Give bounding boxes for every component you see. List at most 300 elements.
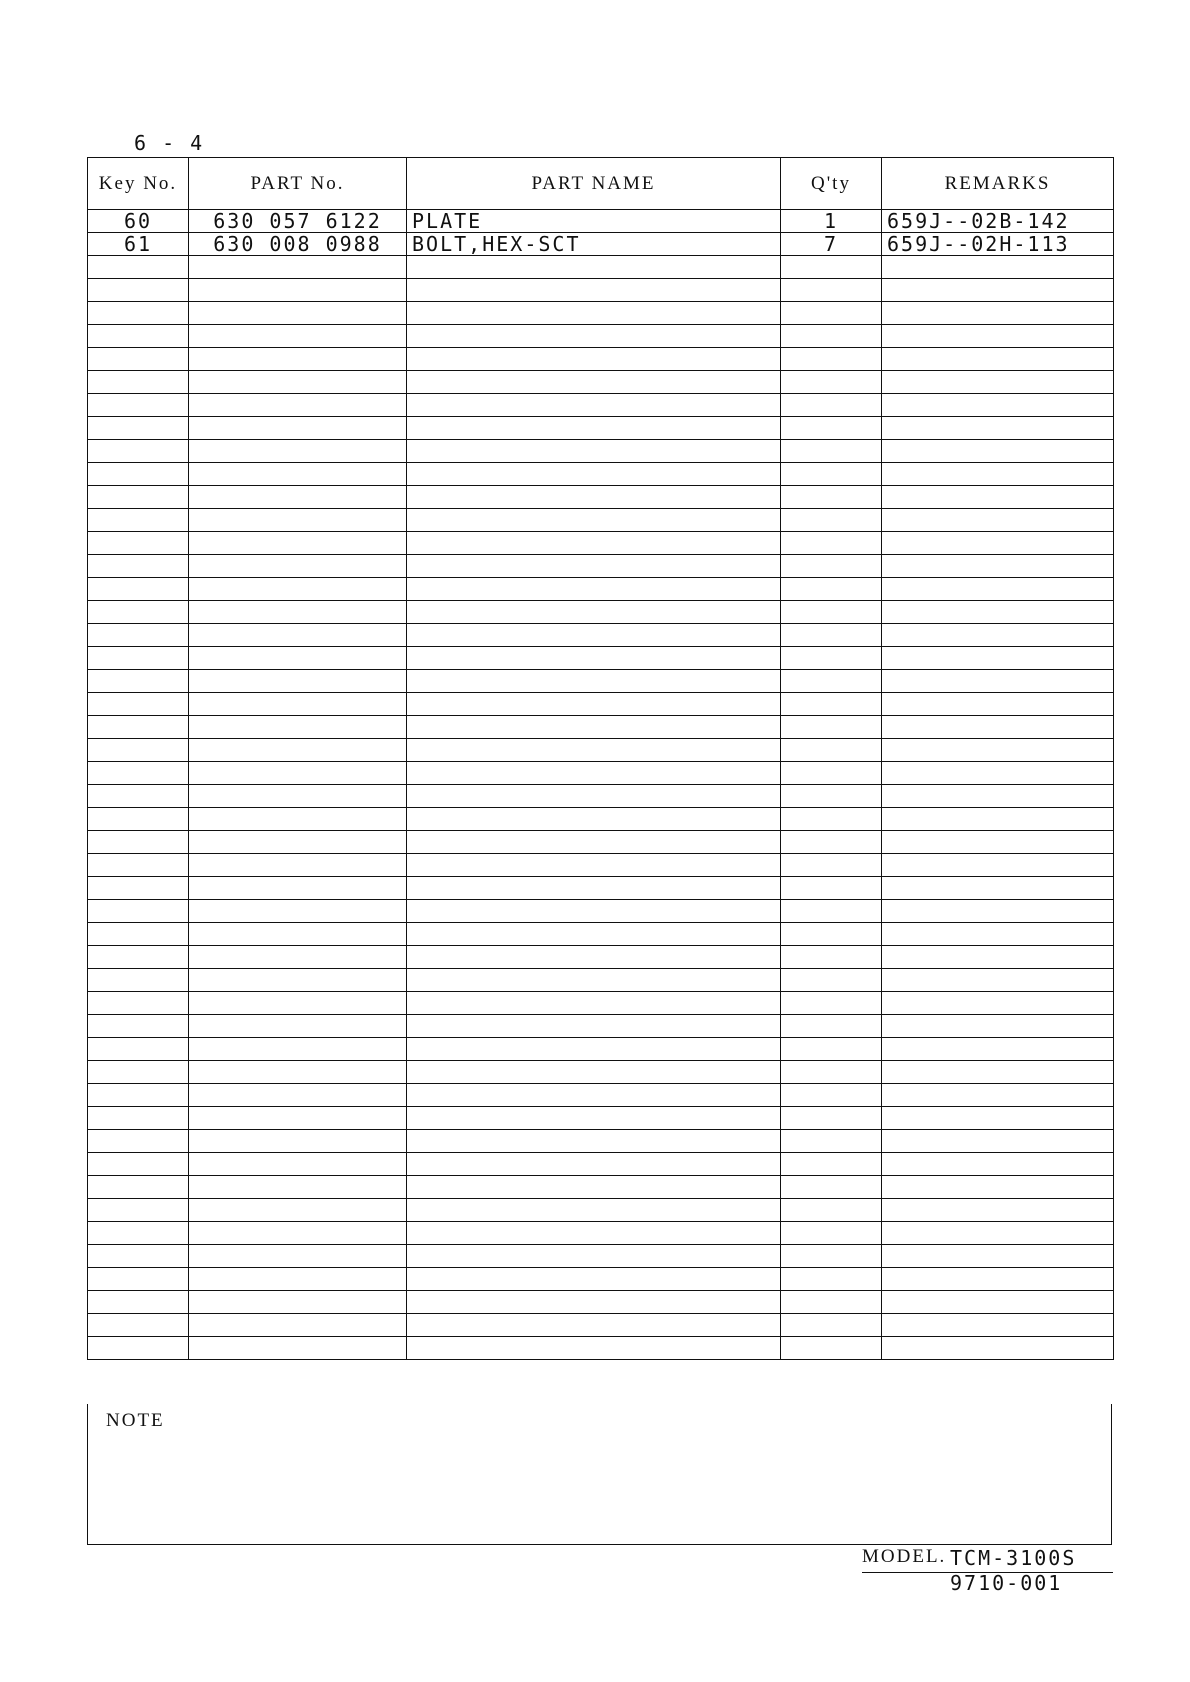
- empty-row: [88, 808, 1114, 831]
- model-label: MODEL.: [862, 1546, 947, 1567]
- cell-remarks: [882, 739, 1114, 762]
- page-id: 6 - 4: [134, 131, 205, 155]
- cell-part-no: [189, 1222, 407, 1245]
- cell-remarks: [882, 624, 1114, 647]
- cell-part-name: [407, 302, 781, 325]
- cell-part-no: [189, 923, 407, 946]
- cell-key-no: [88, 647, 189, 670]
- cell-part-name: [407, 440, 781, 463]
- cell-part-no: [189, 256, 407, 279]
- empty-row: [88, 900, 1114, 923]
- cell-part-no: [189, 1245, 407, 1268]
- cell-qty: [781, 1337, 882, 1360]
- empty-row: [88, 1176, 1114, 1199]
- empty-row: [88, 1038, 1114, 1061]
- cell-key-no: [88, 394, 189, 417]
- cell-part-name: [407, 1314, 781, 1337]
- cell-key-no: 60: [88, 210, 189, 233]
- cell-part-no: [189, 1107, 407, 1130]
- cell-key-no: [88, 1130, 189, 1153]
- cell-part-name: [407, 1268, 781, 1291]
- cell-remarks: [882, 785, 1114, 808]
- cell-key-no: [88, 440, 189, 463]
- cell-qty: [781, 877, 882, 900]
- cell-qty: [781, 325, 882, 348]
- cell-part-name: BOLT,HEX-SCT: [407, 233, 781, 256]
- cell-part-name: [407, 1084, 781, 1107]
- cell-qty: [781, 762, 882, 785]
- cell-qty: 1: [781, 210, 882, 233]
- cell-part-name: [407, 693, 781, 716]
- cell-remarks: [882, 854, 1114, 877]
- empty-row: [88, 486, 1114, 509]
- cell-part-no: [189, 417, 407, 440]
- cell-remarks: [882, 1337, 1114, 1360]
- cell-part-no: [189, 1038, 407, 1061]
- empty-row: [88, 1015, 1114, 1038]
- empty-row: [88, 1268, 1114, 1291]
- empty-row: [88, 739, 1114, 762]
- empty-row: [88, 785, 1114, 808]
- cell-part-name: [407, 371, 781, 394]
- empty-row: [88, 325, 1114, 348]
- cell-part-name: [407, 900, 781, 923]
- cell-part-no: [189, 532, 407, 555]
- cell-qty: [781, 1084, 882, 1107]
- cell-remarks: [882, 877, 1114, 900]
- empty-row: [88, 854, 1114, 877]
- cell-key-no: [88, 371, 189, 394]
- cell-remarks: [882, 578, 1114, 601]
- cell-part-no: [189, 325, 407, 348]
- cell-key-no: [88, 808, 189, 831]
- cell-key-no: [88, 900, 189, 923]
- empty-row: [88, 348, 1114, 371]
- cell-part-name: [407, 1038, 781, 1061]
- empty-row: [88, 670, 1114, 693]
- cell-remarks: [882, 486, 1114, 509]
- cell-part-name: [407, 463, 781, 486]
- empty-row: [88, 1245, 1114, 1268]
- cell-part-no: [189, 1291, 407, 1314]
- cell-part-name: [407, 1176, 781, 1199]
- cell-qty: [781, 1314, 882, 1337]
- empty-row: [88, 969, 1114, 992]
- cell-part-name: [407, 1130, 781, 1153]
- cell-part-no: [189, 578, 407, 601]
- cell-qty: [781, 831, 882, 854]
- cell-qty: [781, 854, 882, 877]
- cell-part-name: [407, 762, 781, 785]
- cell-part-no: 630 057 6122: [189, 210, 407, 233]
- cell-part-no: [189, 808, 407, 831]
- cell-qty: [781, 1268, 882, 1291]
- cell-part-name: [407, 1199, 781, 1222]
- cell-qty: [781, 670, 882, 693]
- cell-key-no: 61: [88, 233, 189, 256]
- cell-key-no: [88, 325, 189, 348]
- cell-qty: [781, 785, 882, 808]
- table-row: [88, 233, 1114, 256]
- cell-remarks: [882, 946, 1114, 969]
- cell-remarks: [882, 1199, 1114, 1222]
- cell-key-no: [88, 279, 189, 302]
- cell-qty: [781, 463, 882, 486]
- cell-part-no: [189, 1337, 407, 1360]
- cell-remarks: [882, 1107, 1114, 1130]
- cell-qty: [781, 808, 882, 831]
- cell-qty: [781, 923, 882, 946]
- cell-part-no: [189, 555, 407, 578]
- cell-remarks: [882, 371, 1114, 394]
- cell-part-no: 630 008 0988: [189, 233, 407, 256]
- cell-part-name: [407, 348, 781, 371]
- cell-qty: [781, 1245, 882, 1268]
- cell-key-no: [88, 969, 189, 992]
- cell-part-no: [189, 348, 407, 371]
- cell-key-no: [88, 1337, 189, 1360]
- cell-key-no: [88, 509, 189, 532]
- cell-qty: [781, 969, 882, 992]
- cell-qty: [781, 1222, 882, 1245]
- cell-qty: [781, 1107, 882, 1130]
- cell-remarks: [882, 279, 1114, 302]
- note-box: [87, 1404, 1112, 1545]
- cell-part-name: [407, 394, 781, 417]
- empty-row: [88, 440, 1114, 463]
- cell-qty: [781, 1061, 882, 1084]
- cell-part-no: [189, 1176, 407, 1199]
- cell-qty: [781, 417, 882, 440]
- cell-key-no: [88, 1245, 189, 1268]
- cell-qty: [781, 647, 882, 670]
- empty-row: [88, 624, 1114, 647]
- cell-part-no: [189, 279, 407, 302]
- cell-remarks: [882, 256, 1114, 279]
- cell-remarks: [882, 693, 1114, 716]
- cell-remarks: [882, 1245, 1114, 1268]
- cell-part-name: [407, 831, 781, 854]
- cell-key-no: [88, 785, 189, 808]
- empty-row: [88, 302, 1114, 325]
- empty-row: [88, 877, 1114, 900]
- cell-qty: [781, 1130, 882, 1153]
- table-header-row: [88, 158, 1114, 210]
- header-part-no: PART No.: [189, 158, 407, 210]
- empty-row: [88, 923, 1114, 946]
- cell-qty: [781, 1015, 882, 1038]
- empty-row: [88, 279, 1114, 302]
- cell-part-name: [407, 946, 781, 969]
- cell-key-no: [88, 1015, 189, 1038]
- cell-qty: [781, 440, 882, 463]
- cell-part-name: [407, 992, 781, 1015]
- cell-key-no: [88, 1153, 189, 1176]
- cell-part-no: [189, 463, 407, 486]
- empty-row: [88, 578, 1114, 601]
- empty-row: [88, 394, 1114, 417]
- cell-qty: [781, 578, 882, 601]
- cell-part-name: [407, 624, 781, 647]
- cell-part-name: [407, 670, 781, 693]
- empty-row: [88, 1084, 1114, 1107]
- cell-qty: [781, 302, 882, 325]
- cell-qty: [781, 371, 882, 394]
- cell-part-name: [407, 1222, 781, 1245]
- empty-row: [88, 1061, 1114, 1084]
- cell-remarks: [882, 670, 1114, 693]
- cell-remarks: [882, 1176, 1114, 1199]
- model-value: TCM-3100S: [950, 1546, 1077, 1570]
- cell-key-no: [88, 992, 189, 1015]
- cell-remarks: [882, 808, 1114, 831]
- cell-qty: [781, 900, 882, 923]
- cell-qty: [781, 532, 882, 555]
- cell-key-no: [88, 463, 189, 486]
- cell-remarks: [882, 1130, 1114, 1153]
- cell-part-no: [189, 946, 407, 969]
- empty-row: [88, 946, 1114, 969]
- cell-qty: [781, 716, 882, 739]
- empty-row: [88, 555, 1114, 578]
- empty-row: [88, 1222, 1114, 1245]
- empty-row: [88, 371, 1114, 394]
- cell-key-no: [88, 739, 189, 762]
- cell-part-name: [407, 601, 781, 624]
- cell-qty: [781, 394, 882, 417]
- cell-part-name: [407, 854, 781, 877]
- cell-qty: [781, 739, 882, 762]
- cell-remarks: [882, 302, 1114, 325]
- cell-remarks: [882, 417, 1114, 440]
- cell-remarks: [882, 1314, 1114, 1337]
- cell-key-no: [88, 670, 189, 693]
- cell-part-name: [407, 923, 781, 946]
- cell-part-no: [189, 1199, 407, 1222]
- cell-key-no: [88, 762, 189, 785]
- cell-qty: [781, 1199, 882, 1222]
- cell-remarks: 659J--02B-142: [882, 210, 1114, 233]
- cell-part-no: [189, 762, 407, 785]
- empty-row: [88, 256, 1114, 279]
- note-label: NOTE: [106, 1410, 165, 1431]
- cell-part-no: [189, 831, 407, 854]
- empty-row: [88, 1107, 1114, 1130]
- cell-qty: [781, 601, 882, 624]
- cell-key-no: [88, 1199, 189, 1222]
- parts-list-table: [87, 157, 1114, 1360]
- cell-remarks: [882, 325, 1114, 348]
- cell-part-no: [189, 739, 407, 762]
- empty-row: [88, 992, 1114, 1015]
- cell-remarks: [882, 394, 1114, 417]
- cell-part-no: [189, 1084, 407, 1107]
- cell-part-no: [189, 1153, 407, 1176]
- cell-key-no: [88, 946, 189, 969]
- cell-part-no: [189, 1130, 407, 1153]
- cell-key-no: [88, 624, 189, 647]
- cell-part-name: [407, 279, 781, 302]
- empty-row: [88, 1199, 1114, 1222]
- cell-qty: [781, 279, 882, 302]
- cell-remarks: [882, 762, 1114, 785]
- cell-qty: [781, 555, 882, 578]
- cell-remarks: [882, 1038, 1114, 1061]
- cell-key-no: [88, 1176, 189, 1199]
- model-line: [862, 1546, 1113, 1573]
- cell-remarks: 659J--02H-113: [882, 233, 1114, 256]
- cell-part-no: [189, 394, 407, 417]
- header-qty: Q'ty: [781, 158, 882, 210]
- cell-part-name: [407, 1061, 781, 1084]
- cell-remarks: [882, 1084, 1114, 1107]
- empty-row: [88, 762, 1114, 785]
- cell-remarks: [882, 992, 1114, 1015]
- cell-part-no: [189, 440, 407, 463]
- empty-row: [88, 831, 1114, 854]
- cell-part-name: [407, 256, 781, 279]
- empty-row: [88, 1314, 1114, 1337]
- cell-part-no: [189, 992, 407, 1015]
- cell-key-no: [88, 256, 189, 279]
- cell-part-name: [407, 969, 781, 992]
- cell-remarks: [882, 831, 1114, 854]
- cell-qty: 7: [781, 233, 882, 256]
- cell-remarks: [882, 969, 1114, 992]
- cell-key-no: [88, 578, 189, 601]
- cell-qty: [781, 1038, 882, 1061]
- empty-row: [88, 532, 1114, 555]
- cell-part-no: [189, 670, 407, 693]
- cell-part-name: [407, 739, 781, 762]
- cell-part-name: [407, 1291, 781, 1314]
- cell-part-name: [407, 578, 781, 601]
- cell-part-no: [189, 716, 407, 739]
- header-remarks: REMARKS: [882, 158, 1114, 210]
- empty-row: [88, 417, 1114, 440]
- cell-remarks: [882, 716, 1114, 739]
- cell-remarks: [882, 601, 1114, 624]
- cell-remarks: [882, 900, 1114, 923]
- cell-remarks: [882, 532, 1114, 555]
- cell-remarks: [882, 1153, 1114, 1176]
- cell-part-no: [189, 1268, 407, 1291]
- cell-part-no: [189, 486, 407, 509]
- cell-part-no: [189, 302, 407, 325]
- cell-qty: [781, 1291, 882, 1314]
- document-code: 9710-001: [950, 1571, 1063, 1595]
- cell-part-name: [407, 1153, 781, 1176]
- cell-remarks: [882, 555, 1114, 578]
- cell-qty: [781, 1153, 882, 1176]
- empty-row: [88, 463, 1114, 486]
- cell-remarks: [882, 1222, 1114, 1245]
- empty-row: [88, 1291, 1114, 1314]
- cell-key-no: [88, 1291, 189, 1314]
- cell-part-no: [189, 647, 407, 670]
- cell-part-no: [189, 624, 407, 647]
- cell-part-no: [189, 1015, 407, 1038]
- cell-part-no: [189, 785, 407, 808]
- cell-key-no: [88, 1107, 189, 1130]
- empty-row: [88, 647, 1114, 670]
- cell-key-no: [88, 1084, 189, 1107]
- cell-part-name: [407, 1245, 781, 1268]
- empty-row: [88, 716, 1114, 739]
- cell-qty: [781, 486, 882, 509]
- cell-part-no: [189, 1061, 407, 1084]
- cell-part-name: [407, 1015, 781, 1038]
- cell-part-no: [189, 900, 407, 923]
- cell-remarks: [882, 463, 1114, 486]
- cell-key-no: [88, 601, 189, 624]
- cell-key-no: [88, 555, 189, 578]
- empty-row: [88, 601, 1114, 624]
- cell-part-no: [189, 371, 407, 394]
- cell-key-no: [88, 693, 189, 716]
- cell-key-no: [88, 1222, 189, 1245]
- cell-remarks: [882, 509, 1114, 532]
- cell-part-name: [407, 509, 781, 532]
- header-part-name: PART NAME: [407, 158, 781, 210]
- cell-part-name: [407, 417, 781, 440]
- cell-qty: [781, 693, 882, 716]
- cell-key-no: [88, 1268, 189, 1291]
- table-row: [88, 210, 1114, 233]
- cell-key-no: [88, 532, 189, 555]
- cell-key-no: [88, 831, 189, 854]
- cell-part-name: [407, 785, 781, 808]
- cell-qty: [781, 1176, 882, 1199]
- cell-remarks: [882, 647, 1114, 670]
- cell-qty: [781, 946, 882, 969]
- cell-key-no: [88, 854, 189, 877]
- cell-part-name: [407, 877, 781, 900]
- cell-remarks: [882, 1268, 1114, 1291]
- cell-key-no: [88, 417, 189, 440]
- cell-part-name: [407, 808, 781, 831]
- header-key-no: Key No.: [88, 158, 189, 210]
- cell-remarks: [882, 348, 1114, 371]
- empty-row: [88, 1153, 1114, 1176]
- table-body: [88, 210, 1114, 1360]
- cell-remarks: [882, 1291, 1114, 1314]
- cell-part-name: [407, 486, 781, 509]
- cell-qty: [781, 992, 882, 1015]
- cell-key-no: [88, 1314, 189, 1337]
- cell-key-no: [88, 1038, 189, 1061]
- empty-row: [88, 1337, 1114, 1360]
- empty-row: [88, 1130, 1114, 1153]
- cell-part-no: [189, 693, 407, 716]
- cell-part-name: [407, 1107, 781, 1130]
- cell-key-no: [88, 716, 189, 739]
- cell-qty: [781, 256, 882, 279]
- cell-qty: [781, 624, 882, 647]
- cell-key-no: [88, 302, 189, 325]
- empty-row: [88, 693, 1114, 716]
- cell-key-no: [88, 486, 189, 509]
- cell-part-no: [189, 1314, 407, 1337]
- cell-part-no: [189, 509, 407, 532]
- cell-part-no: [189, 854, 407, 877]
- cell-key-no: [88, 923, 189, 946]
- cell-remarks: [882, 1061, 1114, 1084]
- cell-part-name: PLATE: [407, 210, 781, 233]
- cell-part-no: [189, 877, 407, 900]
- cell-part-name: [407, 647, 781, 670]
- cell-key-no: [88, 348, 189, 371]
